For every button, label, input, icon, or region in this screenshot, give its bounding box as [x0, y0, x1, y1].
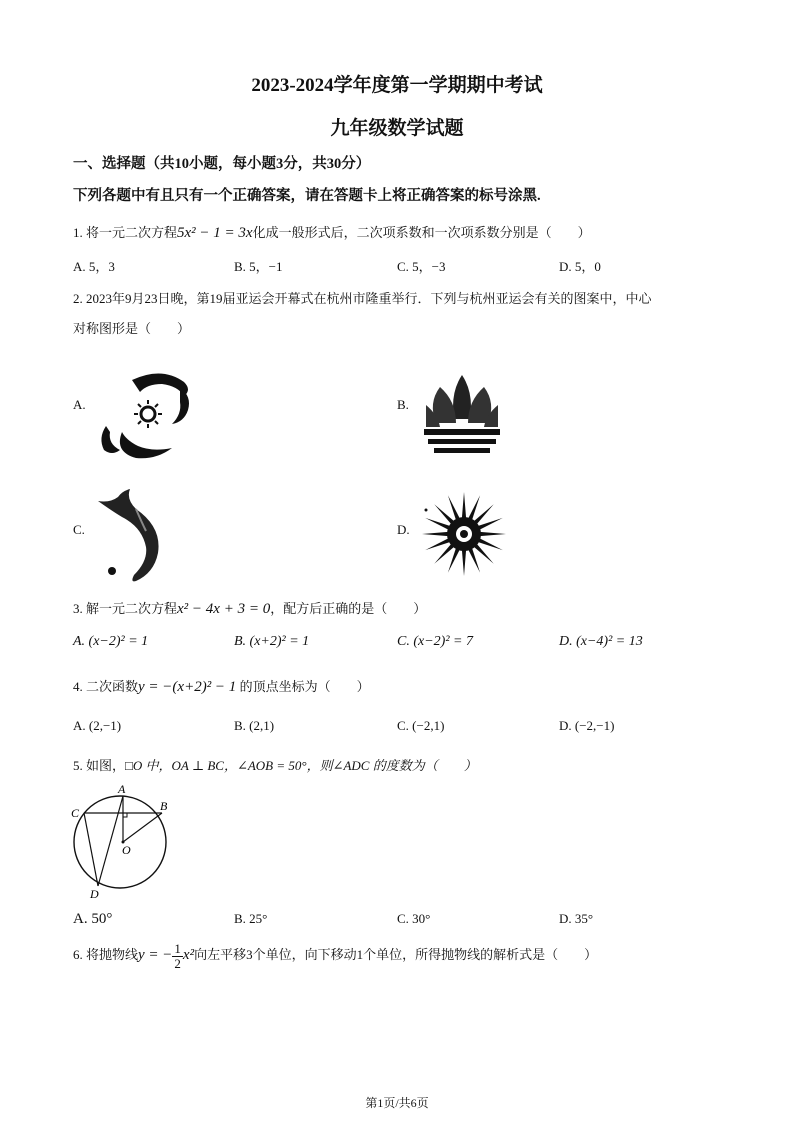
- q5-prefix: 5. 如图，: [73, 758, 126, 773]
- sun-ray: [480, 532, 506, 536]
- q6-eq-lhs: y = −: [138, 947, 173, 963]
- page-number: 第1页/共6页: [365, 1096, 429, 1110]
- q6-frac-num: 1: [174, 940, 181, 956]
- q3-option-c[interactable]: C. (x−2)² = 7: [397, 634, 473, 649]
- dragon-sun-emblem: [92, 366, 200, 462]
- q5-option-d[interactable]: D. 35°: [559, 911, 594, 926]
- q1-option-d[interactable]: D. 5，0: [559, 259, 601, 274]
- label-c: C: [71, 806, 80, 820]
- sun-ray: [448, 548, 460, 573]
- q5-text: O 中，OA ⊥ BC，∠AOB = 50°，则∠ADC 的度数为（ ）: [132, 758, 477, 773]
- q5-option-a[interactable]: A. 50°: [73, 911, 113, 927]
- label-a: A: [118, 782, 126, 796]
- section-instruction: 下列各题中有且只有一个正确答案，请在答题卡上将正确答案的标号涂黑.: [73, 188, 541, 204]
- sun-ray: [422, 532, 448, 536]
- q3-option-b[interactable]: B. (x+2)² = 1: [234, 634, 310, 649]
- q4-stem: [73, 676, 370, 696]
- q3-option-d[interactable]: D. (x−4)² = 13: [559, 634, 643, 649]
- circle-geometry-diagram: [68, 782, 178, 900]
- q4-suffix: 的顶点坐标为（ ）: [239, 679, 370, 694]
- sun-spikes-emblem: [418, 488, 510, 580]
- q6-prefix: 6. 将抛物线: [73, 947, 139, 962]
- section-heading: 一、选择题（共10小题，每小题3分，共30分）: [73, 156, 371, 172]
- q4-option-c[interactable]: C. (−2,1): [397, 718, 445, 733]
- q1-suffix: 化成一般形式后，二次项系数和一次项系数分别是（ ）: [252, 225, 591, 240]
- q6-suffix: 向左平移3个单位，向下移动1个单位，所得抛物线的解析式是（ ）: [194, 947, 598, 962]
- q2-option-a[interactable]: A.: [73, 397, 86, 412]
- q6-fraction: [172, 942, 183, 971]
- sun-ray: [448, 495, 460, 520]
- q1-option-a[interactable]: A. 5，3: [73, 259, 115, 274]
- q6-eq-rhs: x²: [182, 947, 195, 963]
- sun-ray: [474, 504, 494, 524]
- q4-equation: y = −(x+2)² − 1: [138, 679, 237, 695]
- q6-stem: [73, 940, 597, 971]
- sun-ray: [478, 538, 503, 550]
- sun-ray: [425, 538, 450, 550]
- exam-subtitle: 九年级数学试题: [330, 118, 464, 139]
- q2-stem-line2: 对称图形是（ ）: [73, 321, 191, 336]
- q4-option-b[interactable]: B. (2,1): [234, 718, 275, 733]
- exam-title: 2023-2024学年度第一学期期中考试: [251, 75, 543, 96]
- q6-frac-den: 2: [174, 955, 181, 971]
- q4-option-a[interactable]: A. (2,−1): [73, 718, 122, 733]
- q1-prefix: 1. 将一元二次方程: [73, 225, 178, 240]
- q1-stem: [73, 222, 591, 242]
- q3-stem: [73, 598, 426, 618]
- q1-equation: 5x² − 1 = 3x: [177, 225, 253, 241]
- q3-suffix: ，配方后正确的是（ ）: [270, 601, 427, 616]
- q5-option-b[interactable]: B. 25°: [234, 911, 268, 926]
- q3-prefix: 3. 解一元二次方程: [73, 601, 178, 616]
- q2-option-d[interactable]: D.: [397, 522, 410, 537]
- label-d: D: [90, 887, 99, 900]
- q5-stem: [73, 755, 477, 774]
- sun-ray: [462, 550, 466, 576]
- sun-ray: [425, 518, 450, 530]
- sun-ray: [434, 504, 454, 524]
- dolphin-emblem: [96, 487, 176, 587]
- q5-circle-symbol: □: [125, 758, 133, 773]
- q4-option-d[interactable]: D. (−2,−1): [559, 718, 615, 733]
- sun-ray: [434, 544, 454, 564]
- q3-option-a[interactable]: A. (x−2)² = 1: [73, 634, 149, 649]
- sun-ray: [468, 548, 480, 573]
- label-b: B: [160, 799, 168, 813]
- q2-option-c[interactable]: C.: [73, 522, 85, 537]
- sun-ray: [468, 495, 480, 520]
- q3-equation: x² − 4x + 3 = 0: [177, 601, 271, 617]
- lotus-crown-emblem: [422, 371, 502, 459]
- sun-ray: [462, 492, 466, 518]
- q1-option-c[interactable]: C. 5，−3: [397, 259, 446, 274]
- q2-stem-line1: 2. 2023年9月23日晚，第19届亚运会开幕式在杭州市隆重举行．下列与杭州亚运会有关的图案中，中心: [73, 291, 652, 306]
- q5-option-c[interactable]: C. 30°: [397, 911, 431, 926]
- sun-ray: [478, 518, 503, 530]
- q4-prefix: 4. 二次函数: [73, 679, 139, 694]
- sun-ray: [474, 544, 494, 564]
- q2-option-b[interactable]: B.: [397, 397, 409, 412]
- label-o: O: [122, 843, 131, 857]
- q1-option-b[interactable]: B. 5，−1: [234, 259, 283, 274]
